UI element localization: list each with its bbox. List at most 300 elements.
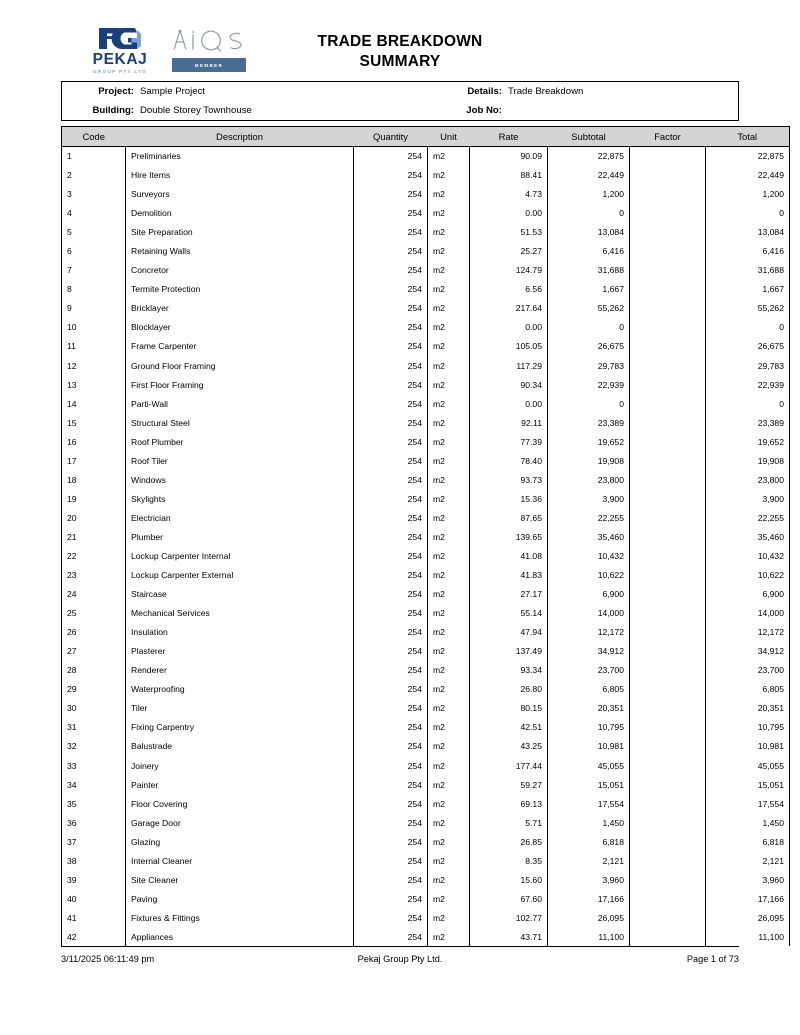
cell-desc: Lockup Carpenter External	[126, 566, 354, 585]
table-row	[62, 851, 790, 870]
cell-unit: m2	[428, 870, 470, 889]
footer-company: Pekaj Group Pty Ltd.	[357, 954, 443, 965]
cell-quantity: 254	[354, 908, 428, 927]
cell-desc: Renderer	[126, 661, 354, 680]
cell-subtotal: 1,667	[548, 280, 630, 299]
cell-factor	[630, 642, 706, 661]
cell-quantity: 254	[354, 394, 428, 413]
cell-quantity: 254	[354, 870, 428, 889]
cell-total: 55,262	[706, 299, 790, 318]
cell-code: 25	[62, 604, 126, 623]
table-header-row	[62, 127, 790, 147]
cell-quantity: 254	[354, 413, 428, 432]
cell-code: 23	[62, 566, 126, 585]
cell-subtotal: 26,095	[548, 908, 630, 927]
cell-code: 21	[62, 527, 126, 546]
table-row	[62, 508, 790, 527]
cell-code: 16	[62, 432, 126, 451]
cell-subtotal: 17,166	[548, 889, 630, 908]
cell-subtotal: 6,416	[548, 242, 630, 261]
cell-unit: m2	[428, 623, 470, 642]
cell-total: 10,795	[706, 718, 790, 737]
table-row	[62, 870, 790, 889]
cell-unit: m2	[428, 432, 470, 451]
table-row	[62, 451, 790, 470]
cell-total: 2,121	[706, 851, 790, 870]
aiqs-compass-icon	[171, 28, 247, 54]
cell-total: 3,900	[706, 489, 790, 508]
details-value: Trade Breakdown	[508, 86, 584, 97]
cell-unit: m2	[428, 185, 470, 204]
cell-unit: m2	[428, 204, 470, 223]
cell-desc: Plumber	[126, 527, 354, 546]
cell-rate: 42.51	[470, 718, 548, 737]
cell-total: 1,200	[706, 185, 790, 204]
cell-quantity: 254	[354, 585, 428, 604]
table-row	[62, 375, 790, 394]
cell-code: 40	[62, 889, 126, 908]
cell-total: 6,900	[706, 585, 790, 604]
table-row	[62, 927, 790, 946]
cell-code: 14	[62, 394, 126, 413]
cell-subtotal: 0	[548, 394, 630, 413]
cell-unit: m2	[428, 566, 470, 585]
cell-rate: 93.34	[470, 661, 548, 680]
cell-total: 34,912	[706, 642, 790, 661]
cell-desc: Blocklayer	[126, 318, 354, 337]
cell-code: 15	[62, 413, 126, 432]
cell-subtotal: 3,960	[548, 870, 630, 889]
cell-desc: Retaining Walls	[126, 242, 354, 261]
cell-subtotal: 13,084	[548, 223, 630, 242]
page-title-line2: SUMMARY	[359, 52, 441, 70]
cell-quantity: 254	[354, 794, 428, 813]
document-header	[61, 0, 739, 72]
cell-quantity: 254	[354, 737, 428, 756]
cell-subtotal: 14,000	[548, 604, 630, 623]
cell-unit: m2	[428, 147, 470, 166]
cell-quantity: 254	[354, 185, 428, 204]
cell-quantity: 254	[354, 223, 428, 242]
cell-desc: Fixing Carpentry	[126, 718, 354, 737]
cell-desc: First Floor Framing	[126, 375, 354, 394]
cell-factor	[630, 375, 706, 394]
table-row	[62, 280, 790, 299]
cell-desc: Paving	[126, 889, 354, 908]
details-row	[444, 82, 738, 101]
cell-rate: 102.77	[470, 908, 548, 927]
cell-subtotal: 26,675	[548, 337, 630, 356]
cell-code: 34	[62, 775, 126, 794]
cell-total: 45,055	[706, 756, 790, 775]
table-row	[62, 337, 790, 356]
cell-rate: 26.80	[470, 680, 548, 699]
cell-code: 9	[62, 299, 126, 318]
cell-subtotal: 1,450	[548, 813, 630, 832]
cell-desc: Appliances	[126, 927, 354, 946]
cell-unit: m2	[428, 794, 470, 813]
cell-total: 12,172	[706, 623, 790, 642]
cell-quantity: 254	[354, 147, 428, 166]
cell-unit: m2	[428, 756, 470, 775]
cell-desc: Mechanical Services	[126, 604, 354, 623]
cell-rate: 124.79	[470, 261, 548, 280]
building-value: Double Storey Townhouse	[140, 105, 252, 116]
cell-total: 22,255	[706, 508, 790, 527]
cell-total: 6,805	[706, 680, 790, 699]
cell-total: 6,818	[706, 832, 790, 851]
cell-desc: Internal Cleaner	[126, 851, 354, 870]
cell-code: 19	[62, 489, 126, 508]
cell-factor	[630, 527, 706, 546]
table-row	[62, 623, 790, 642]
cell-desc: Site Preparation	[126, 223, 354, 242]
cell-desc: Waterproofing	[126, 680, 354, 699]
cell-subtotal: 12,172	[548, 623, 630, 642]
cell-subtotal: 22,449	[548, 166, 630, 185]
cell-rate: 47.94	[470, 623, 548, 642]
table-row	[62, 699, 790, 718]
table-row	[62, 413, 790, 432]
cell-code: 41	[62, 908, 126, 927]
cell-unit: m2	[428, 718, 470, 737]
cell-subtotal: 29,783	[548, 356, 630, 375]
cell-code: 36	[62, 813, 126, 832]
cell-subtotal: 22,875	[548, 147, 630, 166]
cell-subtotal: 31,688	[548, 261, 630, 280]
project-value: Sample Project	[140, 86, 206, 97]
cell-quantity: 254	[354, 851, 428, 870]
cell-total: 14,000	[706, 604, 790, 623]
trade-breakdown-table-wrapper	[61, 126, 784, 947]
cell-unit: m2	[428, 661, 470, 680]
cell-code: 29	[62, 680, 126, 699]
cell-code: 32	[62, 737, 126, 756]
cell-code: 6	[62, 242, 126, 261]
cell-unit: m2	[428, 394, 470, 413]
cell-total: 10,432	[706, 546, 790, 565]
cell-unit: m2	[428, 908, 470, 927]
details-label: Details:	[467, 86, 502, 97]
table-row	[62, 889, 790, 908]
cell-subtotal: 0	[548, 204, 630, 223]
cell-factor	[630, 147, 706, 166]
cell-subtotal: 2,121	[548, 851, 630, 870]
table-row	[62, 394, 790, 413]
cell-total: 6,416	[706, 242, 790, 261]
cell-unit: m2	[428, 337, 470, 356]
cell-desc: Joinery	[126, 756, 354, 775]
cell-total: 13,084	[706, 223, 790, 242]
cell-subtotal: 11,100	[548, 927, 630, 946]
table-row	[62, 661, 790, 680]
cell-subtotal: 23,389	[548, 413, 630, 432]
cell-factor	[630, 718, 706, 737]
cell-unit: m2	[428, 356, 470, 375]
cell-rate: 4.73	[470, 185, 548, 204]
cell-quantity: 254	[354, 699, 428, 718]
cell-subtotal: 0	[548, 318, 630, 337]
building-label: Building:	[92, 105, 134, 116]
cell-desc: Lockup Carpenter Internal	[126, 546, 354, 565]
project-info-left-column	[62, 82, 444, 120]
cell-quantity: 254	[354, 337, 428, 356]
cell-code: 33	[62, 756, 126, 775]
cell-rate: 15.60	[470, 870, 548, 889]
cell-subtotal: 19,908	[548, 451, 630, 470]
cell-factor	[630, 470, 706, 489]
cell-total: 0	[706, 394, 790, 413]
cell-rate: 55.14	[470, 604, 548, 623]
cell-desc: Bricklayer	[126, 299, 354, 318]
cell-rate: 5.71	[470, 813, 548, 832]
cell-rate: 88.41	[470, 166, 548, 185]
cell-desc: Ground Floor Framing	[126, 356, 354, 375]
cell-quantity: 254	[354, 375, 428, 394]
cell-quantity: 254	[354, 318, 428, 337]
cell-rate: 43.25	[470, 737, 548, 756]
cell-desc: Skylights	[126, 489, 354, 508]
cell-rate: 0.00	[470, 394, 548, 413]
cell-factor	[630, 337, 706, 356]
cell-code: 26	[62, 623, 126, 642]
table-body	[62, 147, 790, 947]
cell-factor	[630, 851, 706, 870]
cell-quantity: 254	[354, 756, 428, 775]
cell-factor	[630, 394, 706, 413]
cell-desc: Hire Items	[126, 166, 354, 185]
cell-unit: m2	[428, 775, 470, 794]
footer-timestamp: 3/11/2025 06:11:49 pm	[61, 954, 155, 965]
column-header-description: Description	[126, 127, 354, 147]
aiqs-logo	[170, 28, 248, 72]
cell-factor	[630, 242, 706, 261]
cell-rate: 90.09	[470, 147, 548, 166]
cell-total: 10,622	[706, 566, 790, 585]
cell-rate: 41.83	[470, 566, 548, 585]
cell-desc: Floor Covering	[126, 794, 354, 813]
column-header-unit: Unit	[428, 127, 470, 147]
cell-code: 7	[62, 261, 126, 280]
cell-subtotal: 6,818	[548, 832, 630, 851]
table-row	[62, 432, 790, 451]
cell-subtotal: 22,939	[548, 375, 630, 394]
cell-quantity: 254	[354, 166, 428, 185]
cell-quantity: 254	[354, 299, 428, 318]
table-row	[62, 642, 790, 661]
cell-subtotal: 15,051	[548, 775, 630, 794]
cell-subtotal: 23,800	[548, 470, 630, 489]
cell-code: 20	[62, 508, 126, 527]
cell-code: 37	[62, 832, 126, 851]
cell-unit: m2	[428, 223, 470, 242]
cell-subtotal: 45,055	[548, 756, 630, 775]
cell-total: 23,700	[706, 661, 790, 680]
cell-code: 28	[62, 661, 126, 680]
table-row	[62, 813, 790, 832]
cell-desc: Windows	[126, 470, 354, 489]
cell-rate: 80.15	[470, 699, 548, 718]
cell-rate: 105.05	[470, 337, 548, 356]
cell-factor	[630, 870, 706, 889]
cell-factor	[630, 737, 706, 756]
cell-code: 39	[62, 870, 126, 889]
cell-unit: m2	[428, 299, 470, 318]
cell-quantity: 254	[354, 623, 428, 642]
table-row	[62, 794, 790, 813]
pekaj-monogram-icon	[97, 26, 143, 51]
aiqs-member-badge: MEMBER	[172, 58, 246, 72]
cell-quantity: 254	[354, 680, 428, 699]
cell-subtotal: 10,432	[548, 546, 630, 565]
cell-rate: 78.40	[470, 451, 548, 470]
project-row	[62, 82, 444, 101]
table-row	[62, 908, 790, 927]
cell-unit: m2	[428, 166, 470, 185]
cell-total: 1,450	[706, 813, 790, 832]
cell-subtotal: 1,200	[548, 185, 630, 204]
cell-unit: m2	[428, 470, 470, 489]
cell-rate: 8.35	[470, 851, 548, 870]
cell-subtotal: 20,351	[548, 699, 630, 718]
cell-code: 24	[62, 585, 126, 604]
table-row	[62, 318, 790, 337]
cell-rate: 139.65	[470, 527, 548, 546]
cell-rate: 87.65	[470, 508, 548, 527]
table-row	[62, 756, 790, 775]
table-row	[62, 356, 790, 375]
cell-total: 19,652	[706, 432, 790, 451]
cell-factor	[630, 623, 706, 642]
cell-code: 11	[62, 337, 126, 356]
cell-rate: 26.85	[470, 832, 548, 851]
pekaj-wordmark: PEKAJ	[92, 51, 148, 68]
cell-factor	[630, 299, 706, 318]
cell-total: 3,960	[706, 870, 790, 889]
table-row	[62, 185, 790, 204]
cell-quantity: 254	[354, 718, 428, 737]
cell-subtotal: 55,262	[548, 299, 630, 318]
cell-total: 10,981	[706, 737, 790, 756]
cell-desc: Electrician	[126, 508, 354, 527]
column-header-quantity: Quantity	[354, 127, 428, 147]
project-info-right-column	[444, 82, 738, 120]
column-header-factor: Factor	[630, 127, 706, 147]
cell-factor	[630, 661, 706, 680]
cell-code: 35	[62, 794, 126, 813]
cell-factor	[630, 775, 706, 794]
column-header-subtotal: Subtotal	[548, 127, 630, 147]
cell-subtotal: 23,700	[548, 661, 630, 680]
cell-subtotal: 3,900	[548, 489, 630, 508]
cell-subtotal: 10,981	[548, 737, 630, 756]
table-row	[62, 566, 790, 585]
cell-total: 1,667	[706, 280, 790, 299]
cell-desc: Surveyors	[126, 185, 354, 204]
cell-code: 31	[62, 718, 126, 737]
cell-code: 13	[62, 375, 126, 394]
cell-code: 12	[62, 356, 126, 375]
cell-unit: m2	[428, 642, 470, 661]
cell-desc: Balustrade	[126, 737, 354, 756]
cell-quantity: 254	[354, 470, 428, 489]
cell-unit: m2	[428, 813, 470, 832]
table-row	[62, 832, 790, 851]
cell-desc: Insulation	[126, 623, 354, 642]
cell-desc: Preliminaries	[126, 147, 354, 166]
cell-unit: m2	[428, 489, 470, 508]
cell-quantity: 254	[354, 813, 428, 832]
cell-unit: m2	[428, 527, 470, 546]
cell-desc: Demolition	[126, 204, 354, 223]
table-row	[62, 261, 790, 280]
cell-factor	[630, 413, 706, 432]
table-row	[62, 489, 790, 508]
cell-factor	[630, 927, 706, 946]
cell-factor	[630, 166, 706, 185]
cell-factor	[630, 680, 706, 699]
cell-desc: Roof Tiler	[126, 451, 354, 470]
cell-unit: m2	[428, 737, 470, 756]
cell-total: 35,460	[706, 527, 790, 546]
cell-quantity: 254	[354, 832, 428, 851]
cell-factor	[630, 889, 706, 908]
cell-rate: 92.11	[470, 413, 548, 432]
table-row	[62, 242, 790, 261]
cell-unit: m2	[428, 585, 470, 604]
cell-rate: 41.08	[470, 546, 548, 565]
cell-unit: m2	[428, 242, 470, 261]
cell-desc: Tiler	[126, 699, 354, 718]
cell-factor	[630, 489, 706, 508]
cell-quantity: 254	[354, 927, 428, 946]
cell-unit: m2	[428, 375, 470, 394]
cell-unit: m2	[428, 699, 470, 718]
table-row	[62, 204, 790, 223]
cell-unit: m2	[428, 261, 470, 280]
cell-rate: 43.71	[470, 927, 548, 946]
cell-total: 15,051	[706, 775, 790, 794]
table-row	[62, 604, 790, 623]
cell-rate: 15.36	[470, 489, 548, 508]
cell-quantity: 254	[354, 604, 428, 623]
cell-rate: 67.60	[470, 889, 548, 908]
cell-factor	[630, 832, 706, 851]
page-title-line1: TRADE BREAKDOWN	[317, 33, 483, 50]
cell-factor	[630, 508, 706, 527]
cell-rate: 27.17	[470, 585, 548, 604]
cell-rate: 137.49	[470, 642, 548, 661]
cell-unit: m2	[428, 413, 470, 432]
cell-rate: 0.00	[470, 204, 548, 223]
cell-quantity: 254	[354, 527, 428, 546]
cell-subtotal: 19,652	[548, 432, 630, 451]
cell-factor	[630, 546, 706, 565]
cell-code: 3	[62, 185, 126, 204]
cell-unit: m2	[428, 680, 470, 699]
cell-factor	[630, 185, 706, 204]
footer-page-number: Page 1 of 73	[686, 954, 739, 965]
cell-code: 17	[62, 451, 126, 470]
cell-total: 22,449	[706, 166, 790, 185]
cell-unit: m2	[428, 451, 470, 470]
cell-desc: Parti-Wall	[126, 394, 354, 413]
column-header-total: Total	[706, 127, 790, 147]
pekaj-logo	[84, 26, 156, 75]
cell-rate: 93.73	[470, 470, 548, 489]
cell-rate: 6.56	[470, 280, 548, 299]
cell-quantity: 254	[354, 451, 428, 470]
